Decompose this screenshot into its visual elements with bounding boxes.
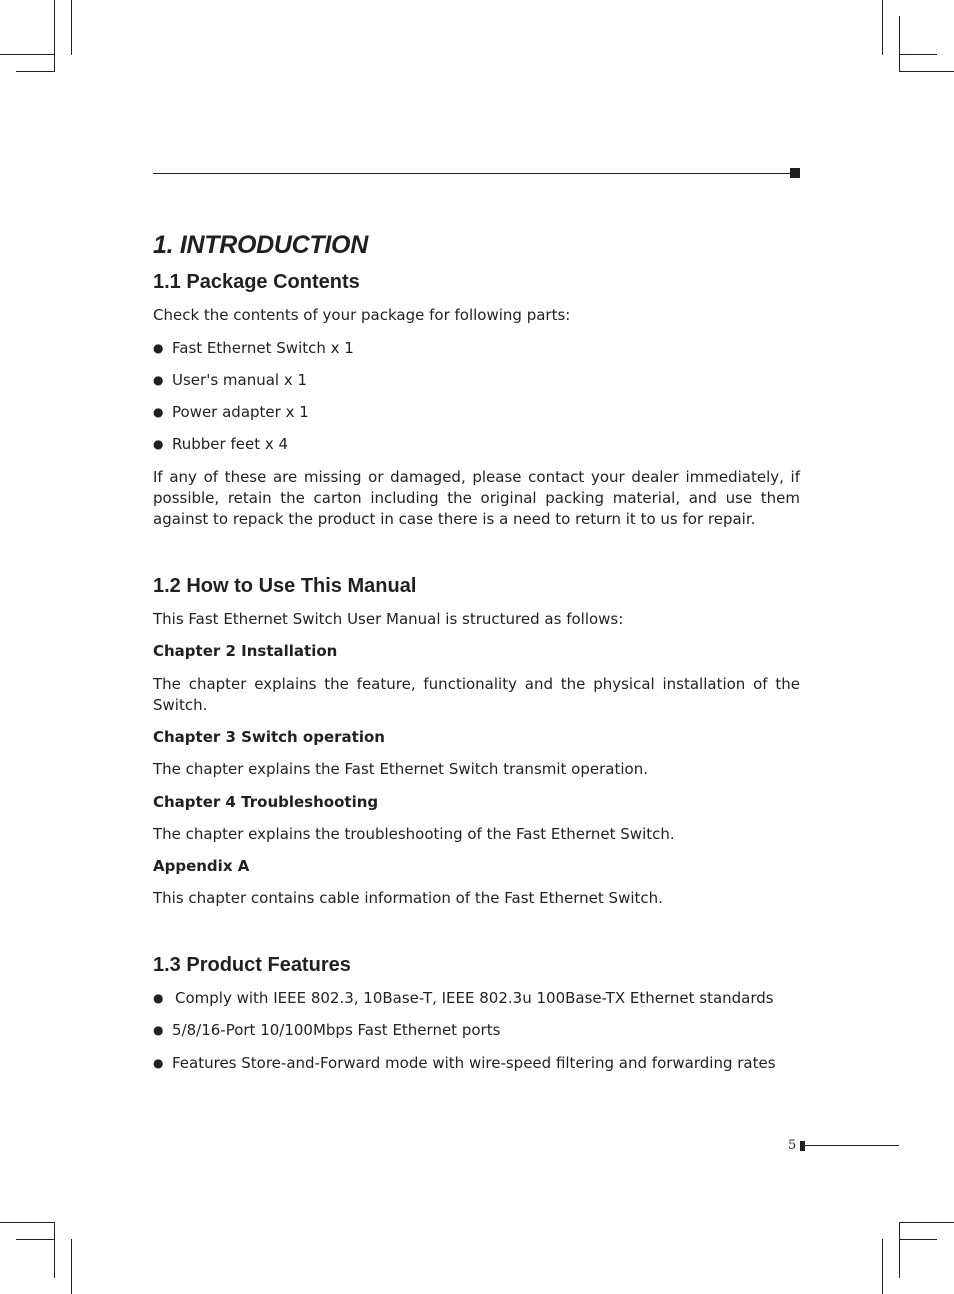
list-item: ● Rubber feet x 4 — [153, 435, 289, 453]
chapter-description: The chapter explains the feature, functionality and the physical installation of the Switch. — [153, 675, 800, 714]
section-heading-product-features: 1.3 Product Features — [153, 954, 351, 976]
list-item: ● Fast Ethernet Switch x 1 — [153, 339, 354, 357]
bullet-icon: ● — [153, 1056, 164, 1070]
chapter-title: Chapter 2 Installation — [153, 642, 338, 660]
bullet-icon: ● — [153, 405, 164, 419]
list-item: ● 5/8/16-Port 10/100Mbps Fast Ethernet ports — [153, 1021, 501, 1039]
package-intro: Check the contents of your package for following parts: — [153, 306, 571, 324]
package-list — [153, 338, 800, 455]
bullet-icon: ● — [153, 373, 164, 387]
package-note: If any of these are missing or damaged, please contact your dealer immediately, if possible, retain the carton including the original packing material, and use them against to repack the product in case there is a need to return it to us for repair. — [153, 468, 800, 528]
chapter-title: Chapter 4 Troubleshooting — [153, 793, 379, 811]
page-number-marker — [800, 1141, 805, 1151]
page-content — [153, 226, 800, 1074]
header-square-marker — [790, 168, 800, 178]
section-heading-package-contents: 1.1 Package Contents — [153, 271, 360, 293]
bullet-icon: ● — [153, 991, 164, 1005]
list-item: ● Comply with IEEE 802.3, 10Base-T, IEEE 802.3u 100Base-TX Ethernet standards — [153, 989, 774, 1007]
chapter-title: Appendix A — [153, 857, 250, 875]
manual-intro: This Fast Ethernet Switch User Manual is structured as follows: — [153, 610, 624, 628]
bullet-icon: ● — [153, 437, 164, 451]
page-number: 5 — [788, 1138, 797, 1153]
section-heading-how-to-use: 1.2 How to Use This Manual — [153, 575, 417, 597]
list-item: ● User's manual x 1 — [153, 371, 308, 389]
features-list — [153, 988, 800, 1074]
footer-rule — [805, 1145, 899, 1146]
bullet-icon: ● — [153, 341, 164, 355]
chapter-title: Chapter 3 Switch operation — [153, 728, 385, 746]
bullet-icon: ● — [153, 1023, 164, 1037]
page-title: 1. INTRODUCTION — [153, 231, 368, 259]
list-item: ● Power adapter x 1 — [153, 403, 309, 421]
header-rule — [153, 173, 791, 174]
chapter-description: The chapter explains the Fast Ethernet Switch transmit operation. — [153, 760, 648, 778]
chapter-description: The chapter explains the troubleshooting of the Fast Ethernet Switch. — [153, 825, 675, 843]
chapter-description: This chapter contains cable information of the Fast Ethernet Switch. — [153, 889, 663, 907]
list-item: ● Features Store-and-Forward mode with wire-speed filtering and forwarding rates — [153, 1054, 776, 1072]
